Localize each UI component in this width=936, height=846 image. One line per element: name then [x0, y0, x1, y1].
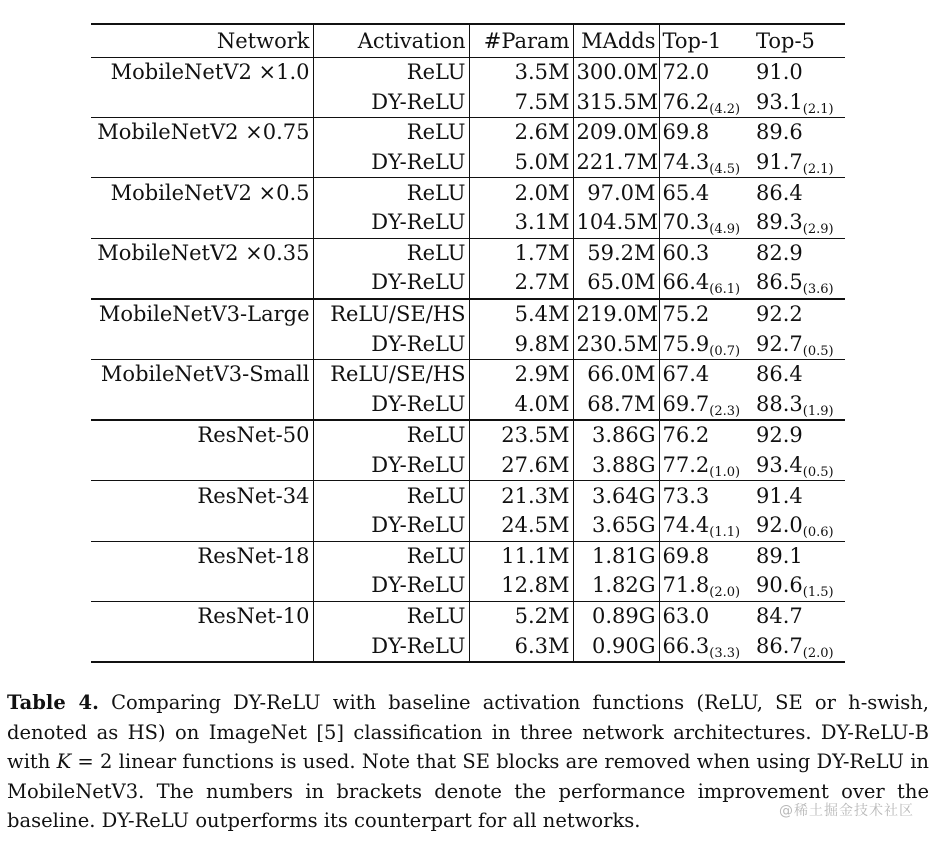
top1-value: 73.3 [662, 483, 710, 508]
cell-top1 [659, 420, 753, 451]
cell-network [91, 571, 313, 601]
cell-top1 [659, 58, 753, 88]
table-row [91, 238, 845, 268]
cell-madds: 0.90G [573, 631, 659, 662]
cell-network: ResNet-18 [91, 541, 313, 571]
top5-value: 86.7 [756, 633, 803, 658]
top1-value: 66.4 [662, 270, 710, 295]
top1-value: 72.0 [662, 60, 710, 85]
cell-activation: ReLU [313, 58, 469, 88]
cell-madds: 104.5M [573, 208, 659, 238]
cell-activation: DY-ReLU [313, 511, 469, 541]
table-row [91, 329, 845, 359]
cell-param: 2.0M [469, 178, 573, 208]
top1-value: 65.4 [662, 180, 710, 205]
table-row [91, 511, 845, 541]
table-row [91, 299, 845, 330]
table-row [91, 631, 845, 662]
top5-value: 89.6 [756, 120, 803, 145]
top5-value: 88.3 [756, 391, 803, 416]
table-row [91, 601, 845, 631]
cell-param: 12.8M [469, 571, 573, 601]
table-row [91, 420, 845, 451]
cell-top1 [659, 541, 753, 571]
cell-network: MobileNetV2 ×1.0 [91, 58, 313, 88]
table-row [91, 268, 845, 299]
header-top1: Top-1 [662, 28, 722, 53]
cell-top1 [659, 481, 753, 511]
cell-madds: 230.5M [573, 329, 659, 359]
cell-param: 7.5M [469, 88, 573, 118]
cell-madds: 65.0M [573, 268, 659, 299]
cell-activation: DY-ReLU [313, 451, 469, 481]
caption-text-part-2: = 2 linear functions is used. Note that SE blocks are removed when using DY-ReLU in MobileNetV3. The numbers in brackets denote the performance improvement over the baseline. DY-ReLU outperforms its counterpart for all networks. [7, 750, 929, 832]
top1-improvement: (2.3) [709, 403, 741, 419]
top5-improvement: (2.9) [802, 222, 834, 238]
cell-top1 [659, 451, 753, 481]
cell-network [91, 390, 313, 421]
cell-activation: ReLU [313, 420, 469, 451]
table-row [91, 88, 845, 118]
cell-top5 [753, 481, 845, 511]
cell-network [91, 631, 313, 662]
cell-top5 [753, 58, 845, 88]
header-activation: Activation [313, 24, 469, 58]
cell-activation: ReLU [313, 238, 469, 268]
cell-top1 [659, 571, 753, 601]
top1-value: 76.2 [662, 423, 710, 448]
top1-value: 66.3 [662, 633, 710, 658]
cell-madds: 1.82G [573, 571, 659, 601]
cell-madds: 315.5M [573, 88, 659, 118]
top5-improvement: (0.6) [802, 525, 834, 541]
header-top5: Top-5 [756, 28, 815, 53]
top1-value: 60.3 [662, 240, 710, 265]
cell-network: ResNet-10 [91, 601, 313, 631]
top1-value: 74.3 [662, 150, 710, 175]
top1-improvement: (1.0) [709, 465, 741, 481]
cell-network: ResNet-34 [91, 481, 313, 511]
cell-param: 27.6M [469, 451, 573, 481]
cell-top5 [753, 571, 845, 601]
top5-value: 82.9 [756, 240, 803, 265]
caption-label: Table 4. [7, 691, 99, 714]
cell-top1 [659, 268, 753, 299]
cell-top5 [753, 329, 845, 359]
header-madds: MAdds [573, 24, 659, 58]
cell-madds: 97.0M [573, 178, 659, 208]
top5-value: 86.4 [756, 362, 803, 387]
cell-madds: 3.64G [573, 481, 659, 511]
cell-top5 [753, 420, 845, 451]
cell-activation: ReLU/SE/HS [313, 299, 469, 330]
top1-improvement: (4.5) [709, 162, 741, 178]
top1-improvement: (0.7) [709, 343, 741, 359]
cell-network: MobileNetV2 ×0.5 [91, 178, 313, 208]
top1-value: 69.8 [662, 120, 710, 145]
top5-value: 91.0 [756, 60, 803, 85]
table-row [91, 571, 845, 601]
cell-param: 24.5M [469, 511, 573, 541]
top1-value: 74.4 [662, 513, 710, 538]
cell-activation: DY-ReLU [313, 390, 469, 421]
cell-top5 [753, 238, 845, 268]
cell-madds: 68.7M [573, 390, 659, 421]
top5-value: 92.7 [756, 331, 803, 356]
cell-network: MobileNetV2 ×0.35 [91, 238, 313, 268]
table-body [91, 58, 845, 662]
top1-improvement: (4.9) [709, 222, 741, 238]
cell-network [91, 88, 313, 118]
cell-network [91, 451, 313, 481]
top1-value: 70.3 [662, 210, 710, 235]
cell-top5 [753, 208, 845, 238]
cell-activation: ReLU [313, 601, 469, 631]
header-param: #Param [469, 24, 573, 58]
cell-param: 23.5M [469, 420, 573, 451]
top5-value: 92.2 [756, 302, 803, 327]
cell-network: ResNet-50 [91, 420, 313, 451]
top5-value: 86.4 [756, 180, 803, 205]
cell-top5 [753, 178, 845, 208]
cell-top1 [659, 359, 753, 389]
top5-value: 92.0 [756, 513, 803, 538]
results-table [91, 23, 845, 663]
cell-top5 [753, 118, 845, 148]
top5-value: 93.1 [756, 89, 803, 114]
cell-activation: ReLU [313, 481, 469, 511]
cell-activation: DY-ReLU [313, 571, 469, 601]
top5-improvement: (2.1) [802, 162, 834, 178]
cell-activation: ReLU [313, 541, 469, 571]
table-row [91, 481, 845, 511]
caption-text-part-1: Comparing DY-ReLU with baseline activation functions (ReLU, SE or h-swish, denoted as HS) on ImageNet [5] classification in three network architectures. DY-ReLU-B with [7, 691, 930, 773]
cell-param: 2.9M [469, 359, 573, 389]
cell-top1 [659, 208, 753, 238]
top5-value: 92.9 [756, 423, 803, 448]
top5-value: 89.3 [756, 210, 803, 235]
table-row [91, 148, 845, 178]
header-network: Network [91, 24, 313, 58]
cell-madds: 3.88G [573, 451, 659, 481]
cell-madds: 66.0M [573, 359, 659, 389]
table-row [91, 208, 845, 238]
cell-madds: 3.86G [573, 420, 659, 451]
cell-madds: 221.7M [573, 148, 659, 178]
cell-top1 [659, 238, 753, 268]
table-row [91, 359, 845, 389]
top1-improvement: (6.1) [709, 282, 741, 298]
top5-improvement: (1.9) [802, 403, 834, 419]
top5-improvement: (0.5) [802, 465, 834, 481]
watermark: @稀土掘金技术社区 [779, 803, 914, 819]
cell-activation: DY-ReLU [313, 88, 469, 118]
cell-top1 [659, 511, 753, 541]
cell-top1 [659, 88, 753, 118]
cell-top1 [659, 299, 753, 330]
cell-network [91, 268, 313, 299]
cell-activation: DY-ReLU [313, 329, 469, 359]
cell-top5 [753, 451, 845, 481]
cell-param: 5.2M [469, 601, 573, 631]
cell-top5 [753, 359, 845, 389]
cell-activation: ReLU [313, 178, 469, 208]
table-row [91, 390, 845, 421]
cell-top1 [659, 178, 753, 208]
table-row [91, 541, 845, 571]
top1-value: 75.2 [662, 302, 710, 327]
cell-param: 6.3M [469, 631, 573, 662]
cell-activation: DY-ReLU [313, 631, 469, 662]
cell-madds: 1.81G [573, 541, 659, 571]
top1-value: 63.0 [662, 603, 710, 628]
cell-param: 1.7M [469, 238, 573, 268]
cell-activation: ReLU [313, 118, 469, 148]
cell-top5 [753, 511, 845, 541]
top5-value: 86.5 [756, 270, 803, 295]
cell-param: 11.1M [469, 541, 573, 571]
cell-param: 3.5M [469, 58, 573, 88]
cell-top5 [753, 390, 845, 421]
table-header [91, 24, 845, 58]
cell-top1 [659, 631, 753, 662]
top1-improvement: (1.1) [709, 525, 741, 541]
cell-top1 [659, 118, 753, 148]
top5-improvement: (0.5) [802, 343, 834, 359]
cell-param: 5.4M [469, 299, 573, 330]
cell-top5 [753, 148, 845, 178]
cell-top5 [753, 631, 845, 662]
table-row [91, 118, 845, 148]
cell-activation: DY-ReLU [313, 268, 469, 299]
cell-madds: 59.2M [573, 238, 659, 268]
cell-activation: DY-ReLU [313, 148, 469, 178]
top1-value: 75.9 [662, 331, 710, 356]
cell-network [91, 208, 313, 238]
cell-param: 2.6M [469, 118, 573, 148]
cell-param: 4.0M [469, 390, 573, 421]
cell-param: 5.0M [469, 148, 573, 178]
top1-value: 71.8 [662, 573, 710, 598]
cell-madds: 219.0M [573, 299, 659, 330]
top1-value: 69.8 [662, 543, 710, 568]
cell-madds: 209.0M [573, 118, 659, 148]
cell-top1 [659, 329, 753, 359]
top5-value: 91.4 [756, 483, 803, 508]
cell-top1 [659, 390, 753, 421]
top5-value: 84.7 [756, 603, 803, 628]
cell-network: MobileNetV3-Large [91, 299, 313, 330]
table-row [91, 58, 845, 88]
cell-top1 [659, 148, 753, 178]
cell-param: 2.7M [469, 268, 573, 299]
cell-param: 21.3M [469, 481, 573, 511]
cell-network: MobileNetV3-Small [91, 359, 313, 389]
top1-improvement: (4.2) [709, 101, 741, 117]
cell-network: MobileNetV2 ×0.75 [91, 118, 313, 148]
top5-value: 93.4 [756, 453, 803, 478]
header-row [91, 24, 845, 58]
cell-top1 [659, 601, 753, 631]
top5-improvement: (2.0) [802, 645, 834, 661]
cell-top5 [753, 601, 845, 631]
caption-variable-k: K [56, 750, 72, 773]
cell-activation: ReLU/SE/HS [313, 359, 469, 389]
cell-network [91, 511, 313, 541]
top1-value: 77.2 [662, 453, 710, 478]
cell-top5 [753, 88, 845, 118]
top5-improvement: (1.5) [802, 585, 834, 601]
cell-top5 [753, 268, 845, 299]
table-row [91, 178, 845, 208]
cell-network [91, 329, 313, 359]
top1-value: 69.7 [662, 391, 710, 416]
top1-value: 76.2 [662, 89, 710, 114]
top1-value: 67.4 [662, 362, 710, 387]
cell-activation: DY-ReLU [313, 208, 469, 238]
cell-madds: 3.65G [573, 511, 659, 541]
cell-param: 3.1M [469, 208, 573, 238]
table-row [91, 451, 845, 481]
cell-madds: 300.0M [573, 58, 659, 88]
cell-top5 [753, 299, 845, 330]
top1-improvement: (2.0) [709, 585, 741, 601]
cell-madds: 0.89G [573, 601, 659, 631]
cell-top5 [753, 541, 845, 571]
top5-value: 89.1 [756, 543, 803, 568]
top1-improvement: (3.3) [709, 645, 741, 661]
top5-value: 90.6 [756, 573, 803, 598]
top5-value: 91.7 [756, 150, 803, 175]
cell-network [91, 148, 313, 178]
top5-improvement: (3.6) [802, 282, 834, 298]
cell-param: 9.8M [469, 329, 573, 359]
top5-improvement: (2.1) [802, 101, 834, 117]
